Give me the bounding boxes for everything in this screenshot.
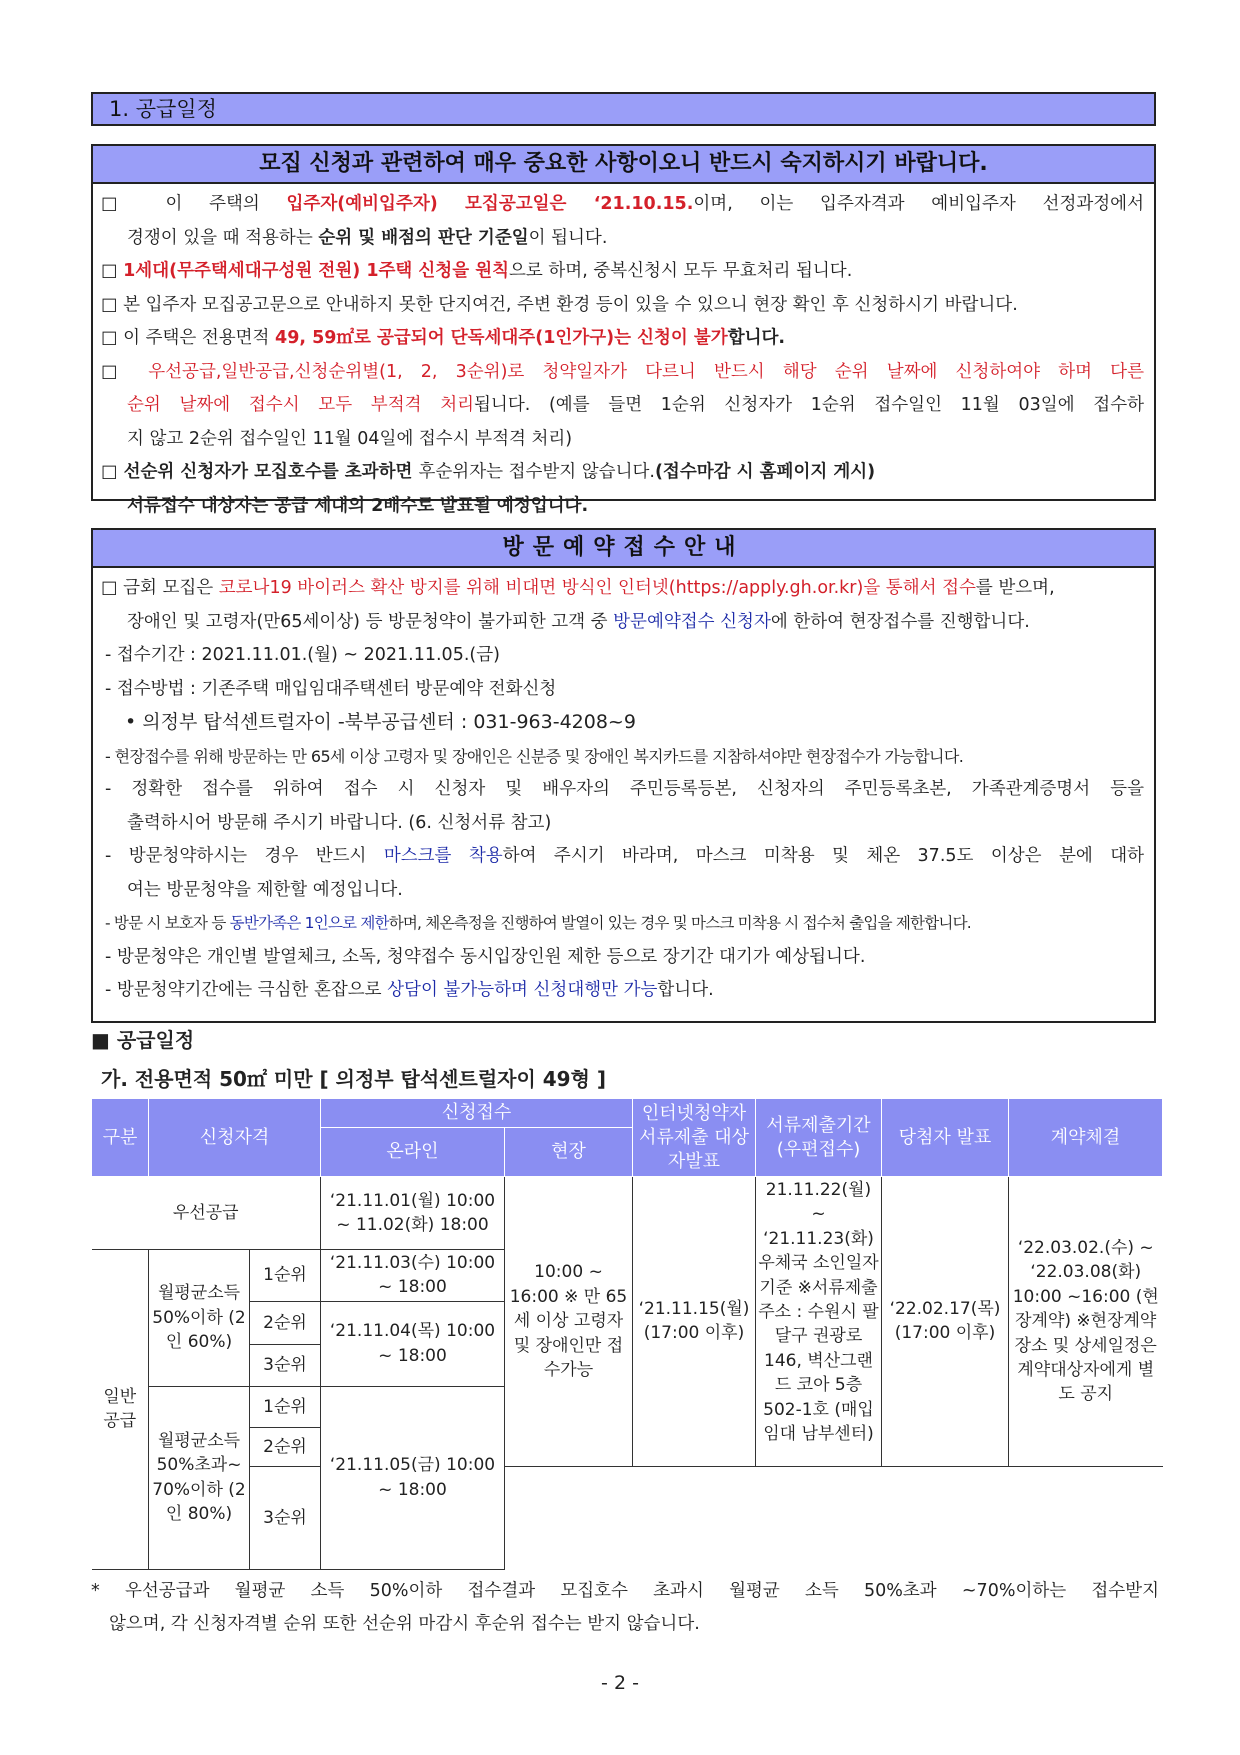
visit-line-3: - 접수기간 : 2021.11.01.(월) ~ 2021.11.05.(금) bbox=[105, 645, 500, 665]
header-online: 온라인 bbox=[321, 1128, 505, 1177]
header-type: 구분 bbox=[92, 1099, 149, 1177]
visit-line-2: 장애인 및 고령자(만65세이상) 등 방문청약이 불가피한 고객 중 방문예약접수 신청자에 한하여 현장접수를 진행합니다. bbox=[127, 611, 1030, 632]
cell-group-1: 월평균소득 50%이하 (2인 60%) bbox=[149, 1250, 250, 1387]
cell-group-2: 월평균소득 50%초과~ 70%이하 (2인 80%) bbox=[149, 1386, 250, 1569]
header-apply: 신청접수 bbox=[321, 1099, 633, 1128]
header-qualification: 신청자격 bbox=[149, 1099, 321, 1177]
notice-line-7: 순위 날짜에 접수시 모두 부적격 처리됩니다. (예를 들면 1순위 신청자가 1순위 접수일인 11월 03일에 접수하 bbox=[127, 395, 1144, 415]
notice-line-4: □ 본 입주자 모집공고문으로 안내하지 못한 단지여건, 주변 환경 등이 있을 수 있으니 현장 확인 후 신청하시기 바랍니다. bbox=[101, 294, 1018, 315]
cell-rank-3: 3순위 bbox=[250, 1344, 321, 1386]
cell-contract: ‘22.03.02.(수) ~ ‘22.03.08(화) 10:00 ~16:00 (현장계약) ※현장계약 장소 및 상세일정은 계약대상자에게 별도 공지 bbox=[1009, 1177, 1163, 1467]
notice-line-8: 지 않고 2순위 접수일인 11월 04일에 접수시 부적격 처리) bbox=[127, 428, 573, 449]
page-number: - 2 - bbox=[601, 1672, 639, 1694]
notice-line-9: □ 선순위 신청자가 모집호수를 초과하면 후순위자는 접수받지 않습니다.(접수마감 시 홈페이지 게시) bbox=[101, 462, 876, 482]
cell-rank-2-g2: 2순위 bbox=[250, 1427, 321, 1466]
visit-header: 방문예약접수안내 bbox=[93, 530, 1154, 568]
visit-line-11: - 방문 시 보호자 등 동반가족은 1인으로 제한하며, 체온측정을 진행하여 발열이 있는 경우 및 마스크 미착용 시 접수처 출입을 제한합니다. bbox=[105, 914, 971, 932]
notice-box bbox=[91, 144, 1156, 516]
footnote-line-1: * 우선공급과 월평균 소득 50%이하 접수결과 모집호수 초과시 월평균 소득 50%초과 ~70%이하는 접수받지 bbox=[91, 1581, 1159, 1601]
header-contract: 계약체결 bbox=[1009, 1099, 1163, 1177]
cell-online-priority: ‘21.11.01(월) 10:00 ~ 11.02(화) 18:00 bbox=[321, 1177, 505, 1250]
notice-line-2: 경쟁이 있을 때 적용하는 순위 및 배점의 판단 기준일이 됩니다. bbox=[127, 227, 608, 248]
visit-line-13: - 방문청약기간에는 극심한 혼잡으로 상담이 불가능하며 신청대행만 가능합니다. bbox=[105, 980, 714, 1000]
visit-box bbox=[91, 528, 1156, 1023]
cell-rank-1: 1순위 bbox=[250, 1250, 321, 1302]
cell-docs-period: 21.11.22(월) ~ ‘21.11.23(화) 우체국 소인일자 기준 ※서류제출 주소 : 수원시 팔달구 권광로 146, 벽산그랜드 코아 5층 502-1호 (매입임대 남부센터) bbox=[756, 1177, 882, 1467]
cell-site: 10:00 ~ 16:00 ※ 만 65세 이상 고령자 및 장애인만 접수가능 bbox=[505, 1177, 633, 1467]
schedule-table bbox=[91, 1098, 1163, 1570]
header-docs-announce: 인터넷청약자 서류제출 대상자발표 bbox=[633, 1099, 756, 1177]
footnote-line-2: 않으며, 각 신청자격별 순위 또한 선순위 마감시 후순위 접수는 받지 않습니다. bbox=[109, 1614, 700, 1634]
cell-priority: 우선공급 bbox=[92, 1177, 321, 1250]
cell-winner: ‘22.02.17(목) (17:00 이후) bbox=[882, 1177, 1009, 1467]
cell-online-group-2: ‘21.11.05(금) 10:00 ~ 18:00 bbox=[321, 1386, 505, 1569]
visit-line-5: • 의정부 탑석센트럴자이 -북부공급센터 : 031-963-4208~9 bbox=[125, 711, 636, 733]
visit-line-9: - 방문청약하시는 경우 반드시 마스크를 착용하여 주시기 바라며, 마스크 미착용 및 체온 37.5도 이상은 분에 대하 bbox=[105, 846, 1144, 866]
notice-line-10: 서류접수 대상자는 공급 세대의 2배수로 발표될 예정입니다. bbox=[127, 495, 589, 516]
table-row bbox=[92, 1177, 1163, 1250]
cell-online-rank-1: ‘21.11.03(수) 10:00 ~ 18:00 bbox=[321, 1250, 505, 1302]
cell-docs-announce: ‘21.11.15(월) (17:00 이후) bbox=[633, 1177, 756, 1467]
visit-line-8: 출력하시어 방문해 주시기 바랍니다. (6. 신청서류 참고) bbox=[127, 812, 552, 833]
header-site: 현장 bbox=[505, 1128, 633, 1177]
visit-line-1: □ 금회 모집은 코로나19 바이러스 확산 방지를 위해 비대면 방식인 인터넷(https://apply.gh.or.kr)을 통해서 접수를 받으며, bbox=[101, 578, 1055, 598]
cell-general: 일반 공급 bbox=[92, 1250, 149, 1570]
section-title: 1. 공급일정 bbox=[91, 92, 1156, 126]
notice-line-1: □ 이 주택의 입주자(예비입주자) 모집공고일은 ‘21.10.15.이며, 이는 입주자격과 예비입주자 선정과정에서 bbox=[101, 194, 1144, 214]
notice-header: 모집 신청과 관련하여 매우 중요한 사항이오니 반드시 숙지하시기 바랍니다. bbox=[93, 146, 1154, 184]
notice-line-3: □ 1세대(무주택세대구성원 전원) 1주택 신청을 원칙으로 하며, 중복신청시 모두 무효처리 됩니다. bbox=[101, 261, 853, 281]
visit-line-10: 여는 방문청약을 제한할 예정입니다. bbox=[127, 879, 403, 900]
visit-line-4: - 접수방법 : 기존주택 매입임대주택센터 방문예약 전화신청 bbox=[105, 678, 557, 699]
visit-line-6: - 현장접수를 위해 방문하는 만 65세 이상 고령자 및 장애인은 신분증 및 장애인 복지카드를 지참하셔야만 현장접수가 가능합니다. bbox=[105, 746, 964, 766]
header-docs-period: 서류제출기간 (우편접수) bbox=[756, 1099, 882, 1177]
cell-rank-1-g2: 1순위 bbox=[250, 1386, 321, 1427]
cell-rank-2: 2순위 bbox=[250, 1301, 321, 1344]
cell-online-rank-23: ‘21.11.04(목) 10:00 ~ 18:00 bbox=[321, 1301, 505, 1386]
table-title: 가. 전용면적 50㎡ 미만 [ 의정부 탑석센트럴자이 49형 ] bbox=[101, 1067, 607, 1091]
footnote bbox=[91, 1575, 1159, 1641]
visit-line-7: - 정확한 접수를 위하여 접수 시 신청자 및 배우자의 주민등록등본, 신청자의 주민등록초본, 가족관계증명서 등을 bbox=[105, 779, 1144, 799]
notice-line-6: □ 우선공급,일반공급,신청순위별(1, 2, 3순위)로 청약일자가 다르니 반드시 해당 순위 날짜에 신청하여야 하며 다른 bbox=[101, 361, 1144, 382]
visit-line-12: - 방문청약은 개인별 발열체크, 소독, 청약접수 동시입장인원 제한 등으로 장기간 대기가 예상됩니다. bbox=[105, 946, 866, 967]
header-winner: 당첨자 발표 bbox=[882, 1099, 1009, 1177]
schedule-heading: ■ 공급일정 bbox=[91, 1028, 195, 1052]
notice-line-5: □ 이 주택은 전용면적 49, 59㎡로 공급되어 단독세대주(1인가구)는 신청이 불가합니다. bbox=[101, 328, 786, 348]
table-row bbox=[92, 1466, 1163, 1569]
cell-rank-3-g2: 3순위 bbox=[250, 1466, 321, 1569]
